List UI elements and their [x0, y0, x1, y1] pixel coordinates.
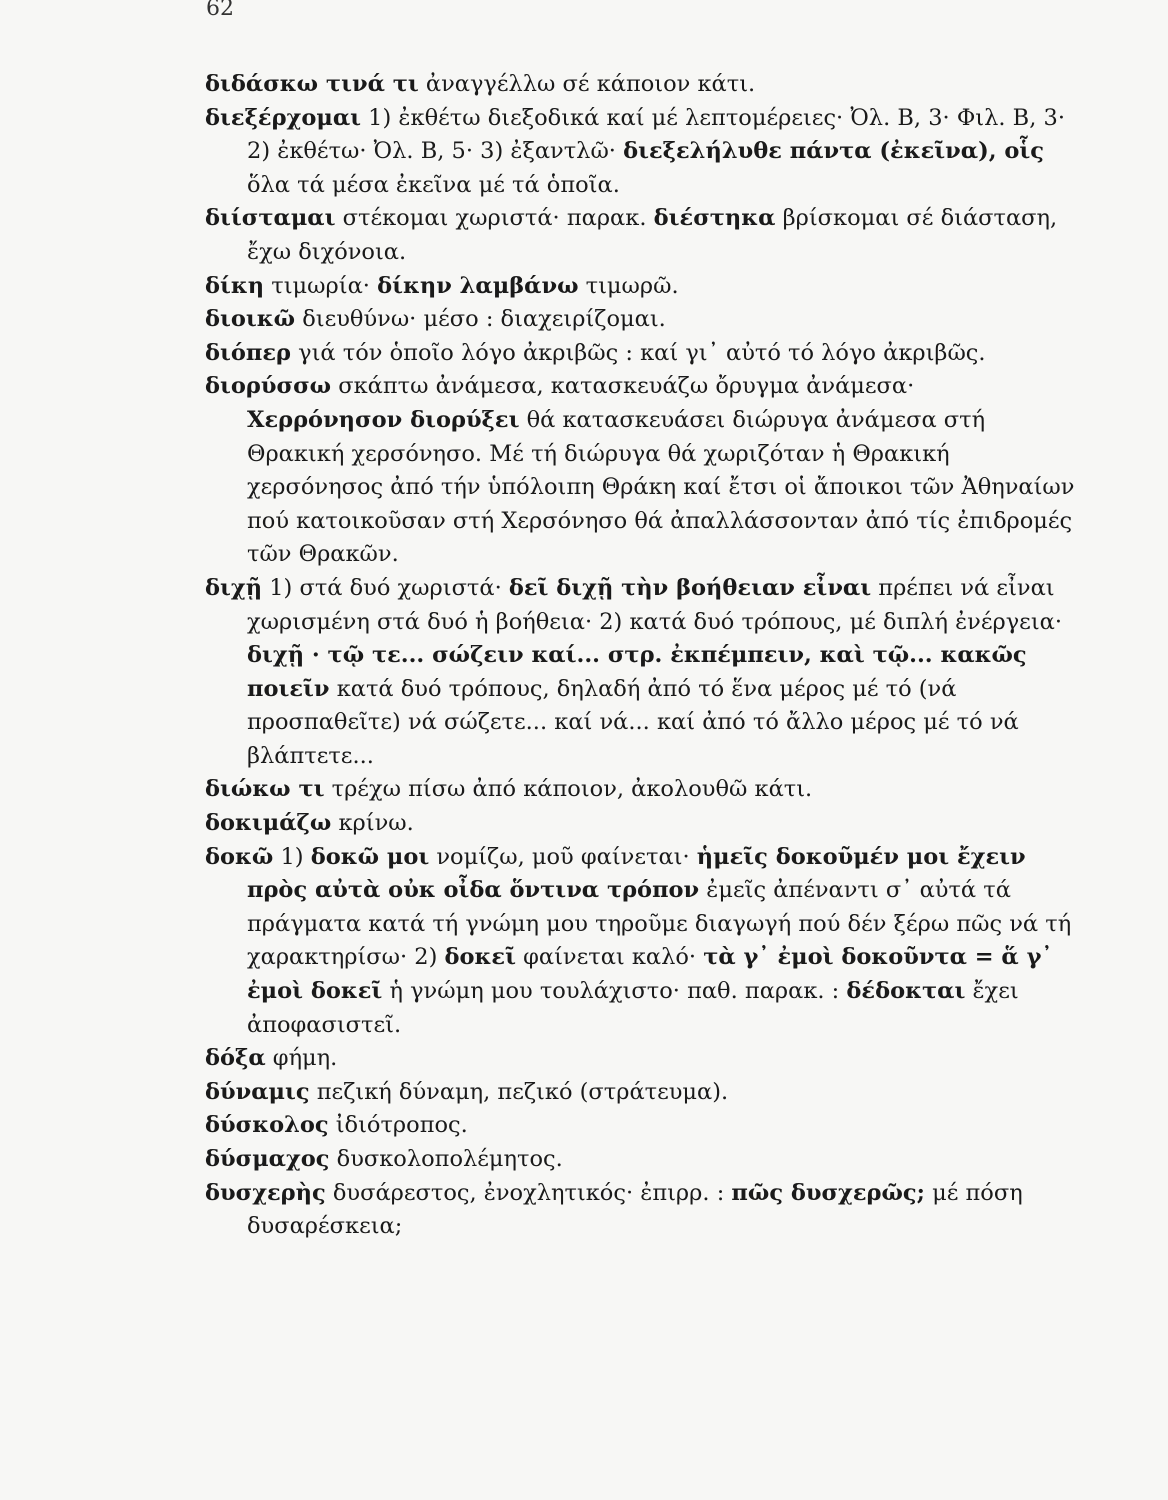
phrase: διεξελήλυθε πάντα (ἐκεῖνα), οἷς — [623, 138, 1044, 165]
definition: στέκομαι χωριστά· παρακ. — [335, 205, 654, 232]
entry-doko — [205, 841, 1075, 1043]
glossary — [205, 68, 1075, 1244]
definition: κρίνω. — [331, 810, 414, 837]
definition: τιμωρῶ. — [578, 272, 679, 299]
definition: τρέχω πίσω ἀπό κάποιον, ἀκολουθῶ κάτι. — [324, 776, 813, 803]
headword: διορύσσω — [205, 373, 332, 400]
definition: 1) — [273, 843, 311, 870]
headword: διοικῶ — [205, 306, 296, 333]
entry-dioko — [205, 773, 1075, 807]
page-number: 62 — [206, 0, 234, 21]
entry-dioiko — [205, 303, 1075, 337]
definition: δυσάρεστος, ἐνοχλητικός· ἐπιρρ. : — [325, 1179, 732, 1206]
entry-didasko — [205, 68, 1075, 102]
definition: ἀναγγέλλω σέ κάποιον κάτι. — [418, 71, 756, 97]
headword: διχῇ — [205, 574, 263, 601]
headword: δύσκολος — [205, 1112, 329, 1139]
definition: θά κατασκευάσει διώρυγα ἀνάμεσα στή Θρακική χερσόνησο. Μέ τή διώρυγα θά χωριζόταν ἡ Θρακική χερσόνησος ἀπό τήν ὑπόλοιπη Θράκη καί ἔτσι οἱ ἄποικοι τῶν Ἀθηναίων πού κατοικοῦσαν στή Χερσόνησο θά ἀπαλλάσσονταν ἀπό τίς ἐπιδρομές τῶν Θρακῶν. — [247, 406, 1075, 568]
definition: φαίνεται καλό· — [516, 944, 704, 971]
headword: δόξα — [205, 1045, 266, 1072]
headword: διεξέρχομαι — [205, 104, 362, 131]
entry-dike — [205, 270, 1075, 304]
definition: διευθύνω· μέσο : διαχειρίζομαι. — [295, 306, 666, 333]
phrase: ἡμεῖς δοκοῦμέν μοι ἔχειν πρὸς αὐτὰ οὐκ οἶδα ὅντινα τρόπον — [247, 843, 1026, 904]
definition: σκάπτω ἀνάμεσα, κατασκευάζω ὄρυγμα ἀνάμεσα· — [331, 373, 915, 400]
phrase: δίκην λαμβάνω — [377, 272, 579, 299]
phrase: πῶς δυσχερῶς; — [731, 1179, 925, 1206]
definition: πρέπει νά εἶναι χωρισμένη στά δυό ἡ βοήθεια· 2) κατά δυό τρόπους, μέ διπλή ἐνέργεια· — [247, 574, 1062, 635]
entry-diche — [205, 572, 1075, 774]
phrase: τὰ γ᾽ ἐμοὶ δοκοῦντα = ἅ γ᾽ ἐμοὶ δοκεῖ — [247, 944, 1053, 1005]
definition: γιά τόν ὁποῖο λόγο ἀκριβῶς : καί γι᾽ αὐτό τό λόγο ἀκριβῶς. — [291, 339, 986, 366]
headword: διίσταμαι — [205, 205, 336, 232]
phrase: δοκῶ μοι — [310, 843, 430, 870]
definition: βρίσκομαι σέ διάσταση, ἔχω διχόνοια. — [247, 205, 1058, 265]
entry-dynamis — [205, 1076, 1075, 1110]
definition: τιμωρία· — [264, 272, 378, 299]
headword: δύσμαχος — [205, 1146, 330, 1172]
definition: νομίζω, μοῦ φαίνεται· — [429, 843, 697, 870]
phrase: δοκεῖ — [444, 944, 516, 971]
entry-dysmachos — [205, 1143, 1075, 1177]
entry-dyscheres — [205, 1177, 1075, 1244]
headword: δίκη — [205, 272, 265, 299]
entry-diexerchomai — [205, 102, 1075, 203]
phrase: δεῖ διχῇ τὴν βοήθειαν εἶναι — [508, 574, 872, 601]
definition: πεζική δύναμη, πεζικό (στράτευμα). — [309, 1078, 729, 1105]
definition: δυσκολοπολέμητος. — [329, 1146, 563, 1172]
definition: ἰδιότροπος. — [328, 1112, 468, 1139]
entry-dokimazo — [205, 807, 1075, 841]
definition: μέ πόση δυσαρέσκεια; — [247, 1179, 1023, 1240]
entry-doxa — [205, 1042, 1075, 1076]
headword: διδάσκω τινά τι — [205, 71, 419, 97]
definition: κατά δυό τρόπους, δηλαδή ἀπό τό ἕνα μέρος μέ τό (νά προσπαθεῖτε) νά σώζετε... καί νά... καί ἀπό τό ἄλλο μέρος μέ τό νά βλάπτετε... — [247, 675, 1019, 769]
entry-dioper — [205, 337, 1075, 371]
phrase: διέστηκα — [653, 205, 776, 232]
phrase: δέδοκται — [846, 978, 966, 1005]
phrase: Χερρόνησον διορύξει — [247, 406, 520, 433]
headword: δυσχερὴς — [205, 1179, 326, 1206]
entry-dyskolos — [205, 1109, 1075, 1143]
headword: δοκιμάζω — [205, 810, 332, 837]
entry-dioryssso — [205, 370, 1075, 572]
headword: δύναμις — [205, 1078, 310, 1105]
definition: ὅλα τά μέσα ἐκεῖνα μέ τά ὁποῖα. — [247, 171, 620, 198]
definition: 1) στά δυό χωριστά· — [262, 574, 509, 601]
phrase: διχῇ · τῷ τε... σώζειν καί... στρ. ἐκπέμπειν, καὶ τῷ... κακῶς ποιεῖν — [247, 642, 1027, 702]
headword: διόπερ — [205, 339, 292, 366]
headword: διώκω τι — [205, 776, 325, 803]
headword: δοκῶ — [205, 843, 274, 870]
definition: ἐμεῖς ἀπέναντι σ᾽ αὐτά τά πράγματα κατά τή γνώμη μου τηροῦμε διαγωγή πού δέν ξέρω πῶς νά τή χαρακτηρίσω· 2) — [247, 877, 1072, 971]
definition: ἡ γνώμη μου τουλάχιστο· παθ. παρακ. : — [382, 978, 847, 1005]
definition: φήμη. — [265, 1045, 338, 1072]
definition: ἔχει ἀποφασιστεῖ. — [247, 978, 1019, 1038]
definition: 1) ἐκθέτω διεξοδικά καί μέ λεπτομέρειες· Ὀλ. Β, 3· Φιλ. Β, 3· 2) ἐκθέτω· Ὀλ. Β, 5· 3) ἐξαντλῶ· — [247, 104, 1065, 165]
entry-diistamai — [205, 202, 1075, 269]
